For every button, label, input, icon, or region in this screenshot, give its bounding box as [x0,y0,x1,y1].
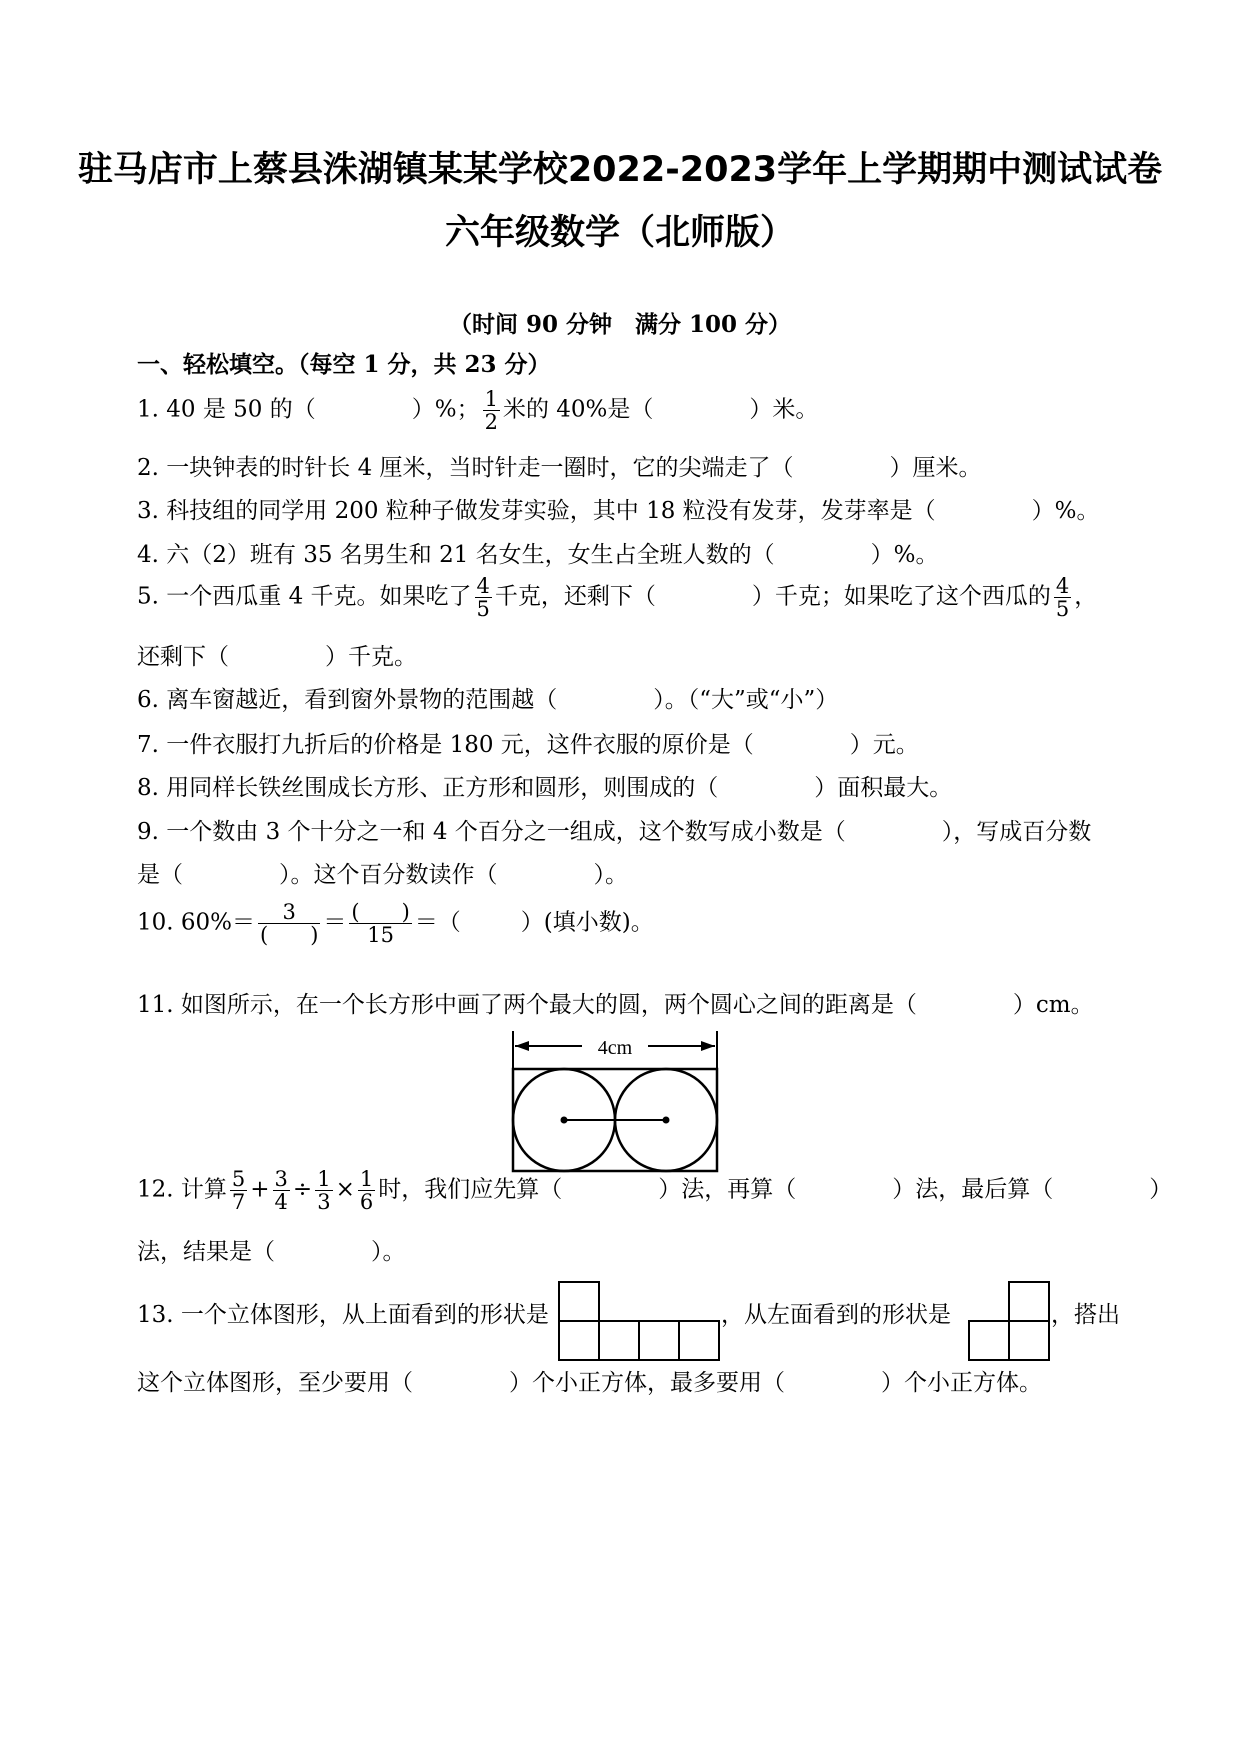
q8-text-a: 8. 用同样长铁丝围成长方形、正方形和圆形，则围成的（ [137,775,719,801]
q1-text-a: 1. 40 是 50 的（ [137,396,316,423]
top-view-square [679,1321,719,1360]
q10-fraction-2-numerator: ( ) [351,900,410,924]
top-view-square [639,1321,679,1360]
q12-plus: + [250,1176,270,1203]
q12-text-c: ）法，再算（ [658,1176,797,1203]
q9-text-e: ）。 [593,862,628,888]
left-view-square [1009,1282,1049,1321]
q1-fraction [483,388,500,433]
q9-text-b: ），写成百分数 [941,819,1092,845]
q6-text-b: ）。（“大”或“小”） [653,687,839,713]
left-view-figure [967,1280,1051,1362]
q12-fraction-2 [273,1168,290,1213]
top-view-square [599,1321,639,1360]
question-8 [137,769,952,802]
q12-fraction-3 [315,1168,332,1213]
q2-text-a: 2. 一块钟表的时针长 4 厘米，当时针走一圈时，它的尖端走了（ [137,455,794,481]
q12-text-a: 12. 计算 [137,1176,227,1203]
q12-fraction-4 [358,1168,375,1213]
q12-fraction-4-denominator: 6 [359,1190,374,1215]
q13-text-e: ）个小正方体，最多要用（ [509,1370,785,1396]
left-view-square [1009,1321,1049,1360]
center-dot-left [561,1117,568,1124]
q12-text-e: ） [1149,1176,1173,1203]
q12-text-d: ）法，最后算（ [892,1176,1054,1203]
q12-text-f: 法，结果是（ [137,1239,275,1265]
question-11 [137,986,1094,1019]
arrow-right-icon [701,1041,715,1051]
q8-text-b: ）面积最大。 [814,775,953,801]
q5-text-c: ）千克；如果吃了这个西瓜的 [751,583,1051,610]
section-1-title: 一、轻松填空。（每空 1 分，共 23 分） [137,351,551,378]
question-5 [137,575,1097,620]
question-3 [137,492,1100,525]
q11-text-b: ）cm。 [1012,992,1094,1018]
q5-text-b: 千克，还剩下（ [494,583,656,610]
q9-text-a: 9. 一个数由 3 个十分之一和 4 个百分之一组成，这个数写成小数是（ [137,819,846,845]
q5-text-a: 5. 一个西瓜重 4 千克。如果吃了 [137,583,472,610]
q10-fraction-1-denominator: ( ) [260,923,319,948]
q5-fraction-1-denominator: 5 [476,597,490,622]
q12-text-b: 时，我们应先算（ [378,1176,563,1203]
exam-subtitle: 六年级数学（北师版） [444,213,795,253]
question-13-part-a: 13. 一个立体图形，从上面看到的形状是 [137,1302,549,1328]
q10-fraction-1 [258,901,320,946]
q3-text-b: ）%。 [1031,498,1100,524]
q5-text-d: ， [1074,583,1098,610]
dimension-label: 4cm [597,1037,633,1059]
q5-text-e: 还剩下（ [137,644,229,670]
q7-text-b: ）元。 [849,732,919,758]
question-5-continued [137,638,417,671]
exam-title: 驻马店市上蔡县洙湖镇某某学校2022-2023学年上学期期中测试试卷 [77,150,1163,190]
q1-fraction-denominator: 2 [484,410,498,435]
q1-text-b: ）%； [411,396,480,423]
q6-text-a: 6. 离车窗越近，看到窗外景物的范围越（ [137,687,558,713]
q10-fraction-2 [349,901,411,946]
question-12-continued [137,1233,406,1266]
q7-text-a: 7. 一件衣服打九折后的价格是 180 元，这件衣服的原价是（ [137,732,754,758]
q5-fraction-1 [475,575,492,620]
center-dot-right [663,1117,670,1124]
q12-fraction-1 [230,1168,247,1213]
question-13-part-c: ，搭出 [1051,1302,1120,1328]
question-10 [137,901,654,946]
question-12 [137,1168,1172,1213]
left-view-square [969,1321,1009,1360]
q11-figure [505,1025,745,1175]
question-13-part-b: ，从左面看到的形状是 [721,1302,951,1328]
q1-fraction-numerator: 1 [484,387,498,411]
q12-divide: ÷ [292,1176,313,1203]
q10-fraction-1-numerator: 3 [258,901,320,924]
q3-text-a: 3. 科技组的同学用 200 粒种子做发芽实验，其中 18 粒没有发芽，发芽率是（ [137,498,936,524]
q4-text-b: ）%。 [870,542,939,568]
q10-fraction-2-denominator: 15 [367,923,394,948]
time-info: （时间 90 分钟 满分 100 分） [448,311,792,338]
q5-fraction-2 [1054,575,1071,620]
top-view-square [559,1321,599,1360]
q1-text-c: 米的 40%是（ [502,396,654,423]
q5-fraction-2-denominator: 5 [1055,597,1070,622]
question-9-continued [137,856,628,889]
question-1 [137,388,818,433]
arrow-left-icon [515,1041,529,1051]
q9-text-d: ）。这个百分数读作（ [279,862,498,888]
q4-text-a: 4. 六（2）班有 35 名男生和 21 名女生，女生占全班人数的（ [137,542,775,568]
q12-fraction-1-numerator: 5 [231,1167,246,1191]
question-13-continued [137,1364,1042,1397]
q10-text-b: ＝（ [414,909,461,936]
q10-equals: ＝ [323,909,347,936]
q13-text-f: ）个小正方体。 [881,1370,1042,1396]
q10-text-c: ）(填小数)。 [520,909,654,936]
q9-text-c: 是（ [137,862,183,888]
q12-fraction-2-numerator: 3 [274,1167,288,1191]
q12-text-g: ）。 [371,1239,406,1265]
q2-text-b: ）厘米。 [889,455,982,481]
q12-multiply: × [335,1176,355,1203]
q5-fraction-2-numerator: 4 [1055,574,1070,598]
q12-fraction-4-numerator: 1 [359,1167,374,1191]
q5-fraction-1-numerator: 4 [476,574,490,598]
q12-fraction-3-numerator: 1 [317,1167,331,1191]
q11-text-a: 11. 如图所示，在一个长方形中画了两个最大的圆，两个圆心之间的距离是（ [137,992,917,1018]
q5-text-f: ）千克。 [325,644,417,670]
top-view-square [559,1282,599,1321]
q12-fraction-2-denominator: 4 [274,1190,288,1215]
question-9 [137,813,1091,846]
q13-text-d: 这个立体图形，至少要用（ [137,1370,413,1396]
question-2 [137,449,982,482]
q10-text-a: 10. 60%＝ [137,909,256,936]
q12-fraction-1-denominator: 7 [231,1190,246,1215]
top-view-figure [557,1280,721,1362]
question-7 [137,726,919,759]
q12-fraction-3-denominator: 3 [317,1190,331,1215]
q1-text-d: ）米。 [749,396,819,423]
question-4 [137,536,939,569]
question-6 [137,681,838,714]
